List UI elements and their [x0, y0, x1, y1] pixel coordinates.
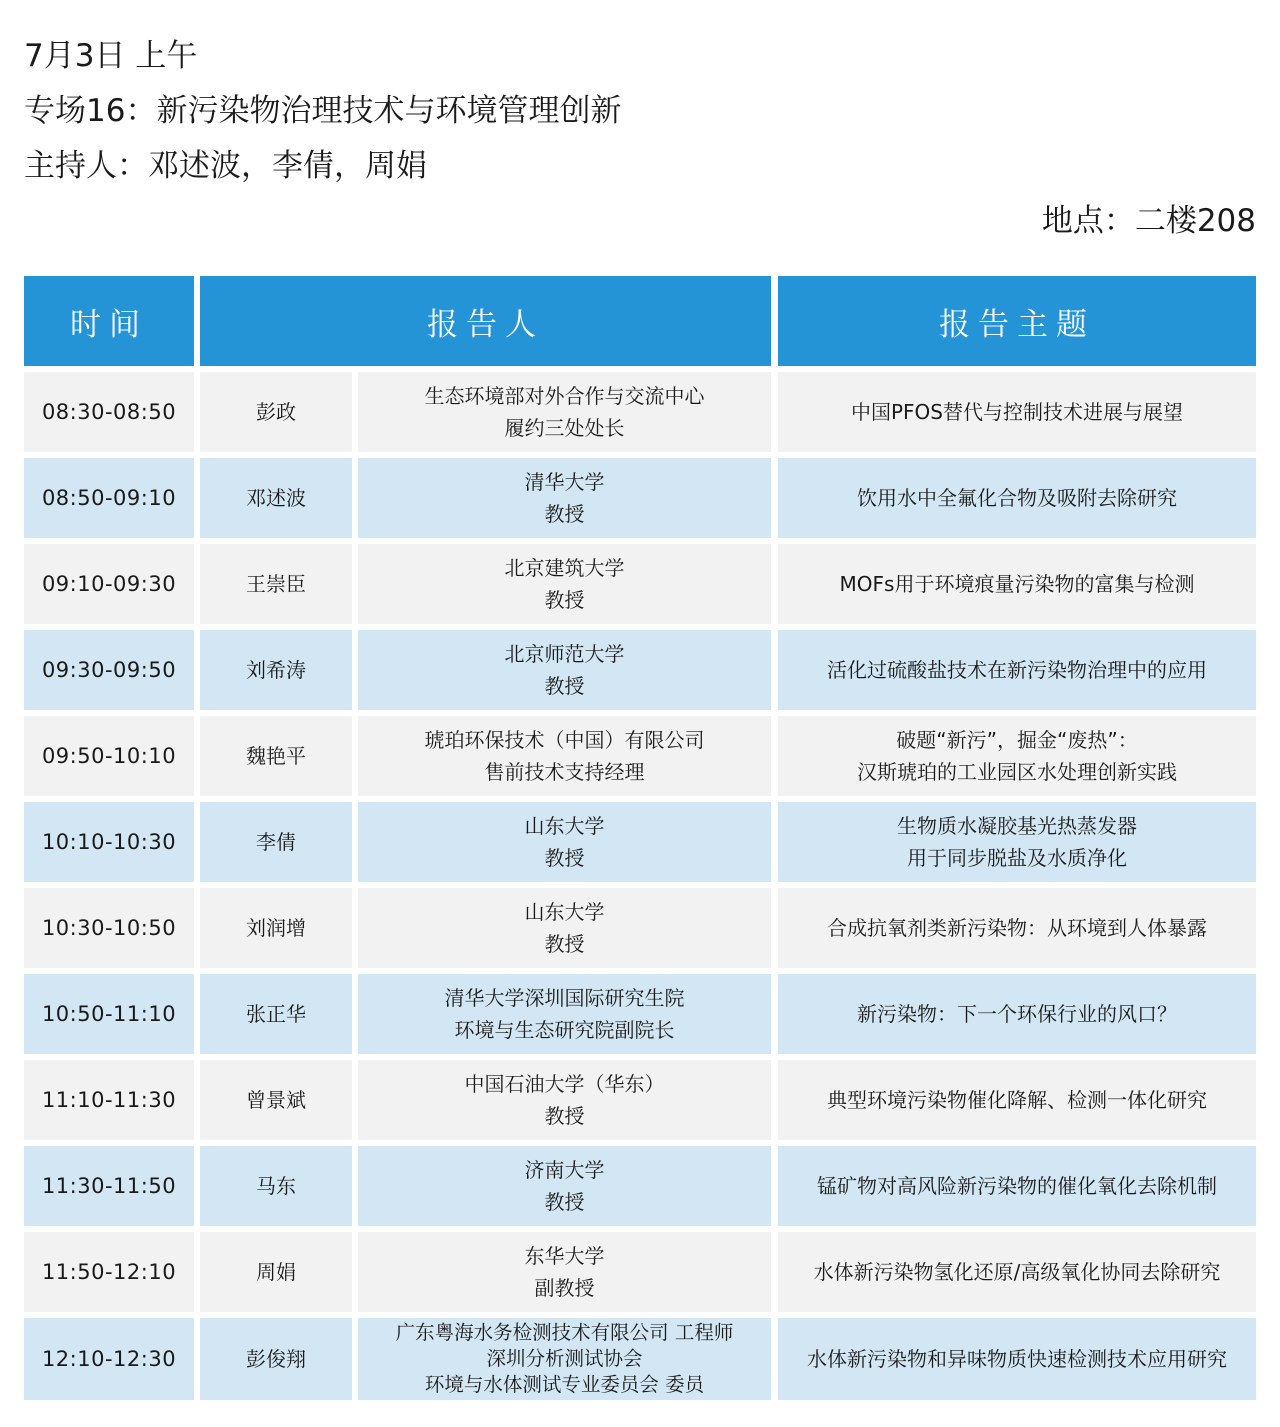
cell-affiliation — [358, 1060, 771, 1140]
cell-speaker-name — [200, 544, 352, 624]
topic-line: 中国PFOS替代与控制技术进展与展望 — [850, 400, 1183, 424]
cell-affiliation — [358, 458, 771, 538]
time-text: 08:30-08:50 — [41, 400, 177, 424]
table-row — [0, 1318, 1280, 1400]
cell-affiliation — [358, 802, 771, 882]
table-row — [0, 372, 1280, 452]
cell-topic — [778, 544, 1256, 624]
cell-affiliation — [358, 1146, 771, 1226]
session-venue: 地点：二楼208 — [1041, 203, 1256, 239]
cell-speaker-name — [200, 458, 352, 538]
time-text: 11:30-11:50 — [41, 1174, 177, 1198]
affiliation-line: 北京师范大学 — [504, 642, 625, 666]
speaker-name-text: 张正华 — [246, 1002, 306, 1026]
affiliation-line: 琥珀环保技术（中国）有限公司 — [424, 728, 705, 752]
cell-speaker-name — [200, 802, 352, 882]
topic-line: MOFs用于环境痕量污染物的富集与检测 — [839, 572, 1195, 596]
cell-affiliation — [358, 630, 771, 710]
speaker-name-text: 刘希涛 — [246, 658, 306, 682]
cell-time — [24, 716, 194, 796]
affiliation-line: 环境与生态研究院副院长 — [454, 1018, 675, 1042]
topic-line: 新污染物：下一个环保行业的风口？ — [857, 1002, 1177, 1026]
topic-line: 活化过硫酸盐技术在新污染物治理中的应用 — [827, 658, 1207, 682]
cell-time — [24, 802, 194, 882]
cell-time — [24, 888, 194, 968]
column-header-speaker: 报告人 — [200, 276, 771, 366]
speaker-name-text: 马东 — [256, 1174, 296, 1198]
affiliation-line: 深圳分析测试协会 — [486, 1347, 643, 1370]
cell-topic — [778, 1060, 1256, 1140]
cell-topic — [778, 716, 1256, 796]
speaker-name-text: 周娟 — [256, 1260, 296, 1284]
table-row — [0, 1232, 1280, 1312]
affiliation-line: 山东大学 — [524, 900, 605, 924]
affiliation-line: 北京建筑大学 — [504, 556, 625, 580]
time-text: 09:50-10:10 — [41, 744, 177, 768]
cell-topic — [778, 888, 1256, 968]
speaker-name-text: 王崇臣 — [246, 572, 306, 596]
cell-speaker-name — [200, 716, 352, 796]
affiliation-line: 教授 — [544, 1190, 585, 1214]
speaker-name-text: 彭俊翔 — [246, 1347, 306, 1371]
cell-topic — [778, 372, 1256, 452]
cell-time — [24, 974, 194, 1054]
cell-time — [24, 630, 194, 710]
cell-speaker-name — [200, 888, 352, 968]
topic-line: 锰矿物对高风险新污染物的催化氧化去除机制 — [817, 1174, 1217, 1198]
time-text: 10:30-10:50 — [41, 916, 177, 940]
cell-affiliation — [358, 974, 771, 1054]
cell-topic — [778, 974, 1256, 1054]
cell-time — [24, 1146, 194, 1226]
cell-topic — [778, 1232, 1256, 1312]
cell-topic — [778, 458, 1256, 538]
table-row — [0, 458, 1280, 538]
column-header-topic: 报告主题 — [778, 276, 1256, 366]
cell-affiliation — [358, 544, 771, 624]
schedule-date: 7月3日 上午 — [24, 38, 198, 74]
cell-topic — [778, 1146, 1256, 1226]
cell-speaker-name — [200, 974, 352, 1054]
time-text: 10:10-10:30 — [41, 830, 177, 854]
table-row — [0, 544, 1280, 624]
table-row — [0, 888, 1280, 968]
affiliation-line: 山东大学 — [524, 814, 605, 838]
cell-topic — [778, 1318, 1256, 1400]
topic-line: 用于同步脱盐及水质净化 — [907, 846, 1127, 870]
cell-speaker-name — [200, 1318, 352, 1400]
affiliation-line: 教授 — [544, 502, 585, 526]
topic-line: 饮用水中全氟化合物及吸附去除研究 — [857, 486, 1177, 510]
cell-time — [24, 544, 194, 624]
cell-time — [24, 1060, 194, 1140]
cell-affiliation — [358, 1318, 771, 1400]
time-text: 11:10-11:30 — [41, 1088, 177, 1112]
time-text: 09:10-09:30 — [41, 572, 177, 596]
cell-speaker-name — [200, 1146, 352, 1226]
affiliation-line: 清华大学深圳国际研究生院 — [444, 986, 685, 1010]
topic-line: 生物质水凝胶基光热蒸发器 — [897, 814, 1137, 838]
cell-affiliation — [358, 1232, 771, 1312]
topic-line: 典型环境污染物催化降解、检测一体化研究 — [827, 1088, 1207, 1112]
affiliation-line: 中国石油大学（华东） — [464, 1072, 665, 1096]
affiliation-line: 教授 — [544, 674, 585, 698]
cell-time — [24, 372, 194, 452]
affiliation-line: 教授 — [544, 1104, 585, 1128]
table-header — [0, 276, 1280, 366]
affiliation-line: 清华大学 — [524, 470, 605, 494]
session-hosts: 主持人：邓述波，李倩，周娟 — [24, 148, 427, 184]
affiliation-line: 济南大学 — [524, 1158, 605, 1182]
cell-time — [24, 1232, 194, 1312]
affiliation-line: 东华大学 — [524, 1244, 605, 1268]
table-row — [0, 802, 1280, 882]
affiliation-line: 教授 — [544, 932, 585, 956]
time-text: 10:50-11:10 — [41, 1002, 177, 1026]
speaker-name-text: 曾景斌 — [246, 1088, 306, 1112]
cell-speaker-name — [200, 630, 352, 710]
affiliation-line: 环境与水体测试专业委员会 委员 — [424, 1373, 705, 1396]
speaker-name-text: 李倩 — [256, 830, 296, 854]
cell-speaker-name — [200, 372, 352, 452]
table-row — [0, 630, 1280, 710]
time-text: 08:50-09:10 — [41, 486, 177, 510]
affiliation-line: 教授 — [544, 588, 585, 612]
affiliation-line: 教授 — [544, 846, 585, 870]
topic-line: 水体新污染物和异味物质快速检测技术应用研究 — [807, 1347, 1227, 1371]
topic-line: 汉斯琥珀的工业园区水处理创新实践 — [857, 760, 1177, 784]
time-text: 12:10-12:30 — [41, 1347, 177, 1371]
table-row — [0, 974, 1280, 1054]
cell-time — [24, 458, 194, 538]
speaker-name-text: 魏艳平 — [246, 744, 306, 768]
column-header-time: 时间 — [24, 276, 194, 366]
speaker-name-text: 彭政 — [256, 400, 296, 424]
affiliation-line: 售前技术支持经理 — [484, 760, 645, 784]
cell-topic — [778, 802, 1256, 882]
speaker-name-text: 刘润增 — [246, 916, 306, 940]
affiliation-line: 履约三处处长 — [504, 416, 625, 440]
cell-topic — [778, 630, 1256, 710]
cell-affiliation — [358, 888, 771, 968]
cell-time — [24, 1318, 194, 1400]
cell-affiliation — [358, 372, 771, 452]
cell-speaker-name — [200, 1232, 352, 1312]
speaker-name-text: 邓述波 — [246, 486, 306, 510]
cell-affiliation — [358, 716, 771, 796]
affiliation-line: 广东粤海水务检测技术有限公司 工程师 — [395, 1321, 734, 1344]
table-row — [0, 1060, 1280, 1140]
topic-line: 破题“新污”，掘金“废热”： — [896, 728, 1138, 752]
cell-speaker-name — [200, 1060, 352, 1140]
time-text: 09:30-09:50 — [41, 658, 177, 682]
topic-line: 水体新污染物氢化还原/高级氧化协同去除研究 — [813, 1260, 1221, 1284]
table-row — [0, 716, 1280, 796]
topic-line: 合成抗氧剂类新污染物：从环境到人体暴露 — [827, 916, 1207, 940]
affiliation-line: 副教授 — [534, 1276, 595, 1300]
table-row — [0, 1146, 1280, 1226]
affiliation-line: 生态环境部对外合作与交流中心 — [424, 384, 705, 408]
time-text: 11:50-12:10 — [41, 1260, 177, 1284]
session-title: 专场16：新污染物治理技术与环境管理创新 — [24, 93, 622, 129]
